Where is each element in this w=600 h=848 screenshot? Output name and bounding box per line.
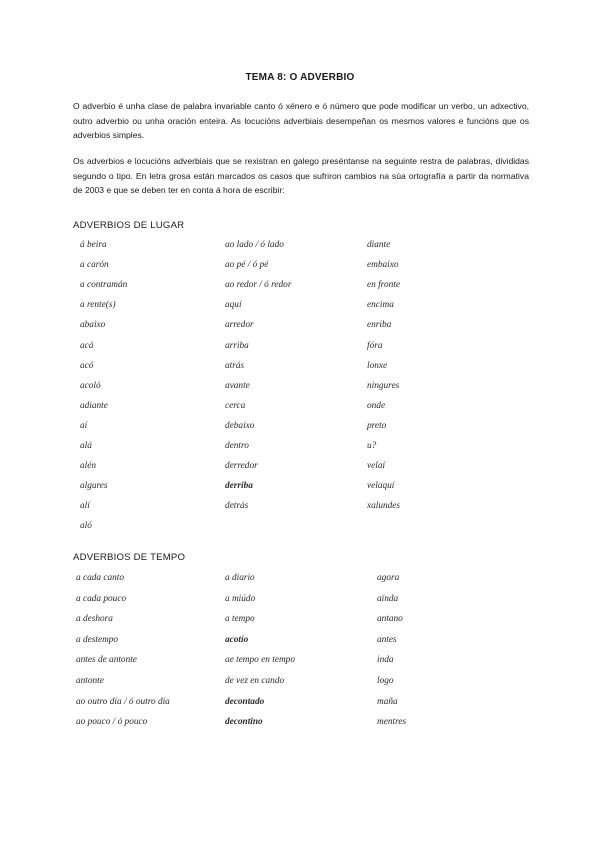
word-item: alí	[80, 501, 90, 512]
word-item: ao outro día / ó outro día	[76, 696, 170, 707]
word-item: embaixo	[367, 260, 399, 271]
word-item: aí	[80, 420, 88, 431]
word-item: cerca	[225, 400, 246, 411]
word-item: a deshora	[76, 614, 113, 625]
word-item: fóra	[367, 340, 383, 351]
word-item: antonte	[76, 676, 104, 686]
intro-paragraph: O adverbio é unha clase de palabra invariable canto ó xénero e ó número que pode modificar un verbo, un adxectivo, outro adverbio ou unha oración enteira. As locucións adverbiais desempeñan os mesmos valores e funcións que os adverbios simples.	[73, 101, 529, 140]
word-item: a cada pouco	[76, 593, 127, 604]
word-item: encima	[367, 300, 394, 311]
word-item: debaixo	[225, 420, 255, 431]
word-item: decontado	[225, 696, 265, 707]
word-item: onde	[367, 400, 386, 411]
word-item: logo	[377, 676, 394, 686]
word-item: en fronte	[367, 280, 400, 291]
word-item: acá	[80, 340, 94, 351]
word-item: adiante	[80, 400, 108, 411]
word-item: velaquí	[367, 481, 395, 492]
word-item: diante	[367, 240, 391, 250]
word-item: a destempo	[76, 634, 119, 645]
word-item: maña	[377, 696, 398, 707]
word-item: algures	[80, 481, 108, 492]
section-heading-lugar: ADVERBIOS DE LUGAR	[73, 220, 185, 231]
section-heading-tempo: ADVERBIOS DE TEMPO	[73, 552, 186, 563]
word-item: acoló	[80, 380, 101, 391]
word-item: de vez en cando	[225, 676, 285, 686]
word-item: xalundes	[367, 501, 401, 512]
word-item: a cada canto	[76, 573, 125, 583]
word-item: alén	[80, 461, 97, 472]
word-item: á beira	[80, 240, 107, 250]
word-item: a carón	[80, 260, 109, 271]
word-item: lonxe	[367, 360, 388, 371]
word-item: aquí	[225, 300, 242, 311]
word-item: a rente(s)	[80, 300, 116, 311]
word-item: derriba	[225, 481, 253, 492]
word-item: ao lado / ó lado	[225, 240, 284, 250]
word-item: ao redor / ó redor	[225, 280, 292, 291]
word-item: avante	[225, 380, 250, 391]
word-item: arredor	[225, 320, 254, 331]
word-item: aló	[80, 521, 92, 532]
word-item: ningures	[367, 380, 400, 391]
word-item: ao pouco / ó pouco	[76, 717, 148, 728]
word-item: a miúdo	[225, 593, 256, 604]
word-item: arriba	[225, 340, 249, 351]
word-item: enriba	[367, 320, 392, 331]
word-item: acó	[80, 360, 94, 371]
word-item: mentres	[377, 717, 407, 728]
word-item: ao pé / ó pé	[225, 260, 269, 271]
word-item: detrás	[225, 501, 249, 512]
word-item: velaí	[367, 461, 386, 472]
word-item: ae tempo en tempo	[225, 655, 295, 666]
page-title: TEMA 8: O ADVERBIO	[245, 72, 355, 83]
word-item: a diario	[225, 573, 255, 583]
word-item: inda	[377, 655, 394, 666]
word-item: antes	[377, 634, 397, 645]
word-item: atrás	[225, 360, 245, 371]
word-item: u?	[367, 441, 377, 451]
word-item: abaixo	[80, 320, 106, 331]
word-item: decontino	[225, 717, 263, 728]
word-item: antano	[377, 614, 403, 625]
word-item: acotío	[225, 634, 249, 645]
explanation-paragraph: Os adverbios e locucións adverbiais que se rexistran en galego preséntanse na seguinte restra de palabras, divididas segundo o tipo. En letra grosa están marcados os casos que sufriron cambios na súa ortografía a partir da normativa de 2003 e que se deben ter en conta á hora de escribir:	[73, 156, 529, 195]
word-item: preto	[367, 420, 387, 431]
word-item: aínda	[377, 593, 399, 604]
word-item: agora	[377, 573, 400, 583]
word-item: a tempo	[225, 614, 255, 625]
word-item: antes de antonte	[76, 655, 137, 666]
word-item: a contramán	[80, 280, 128, 291]
word-item: derredor	[225, 461, 258, 472]
word-item: dentro	[225, 441, 249, 451]
word-item: alá	[80, 441, 92, 451]
